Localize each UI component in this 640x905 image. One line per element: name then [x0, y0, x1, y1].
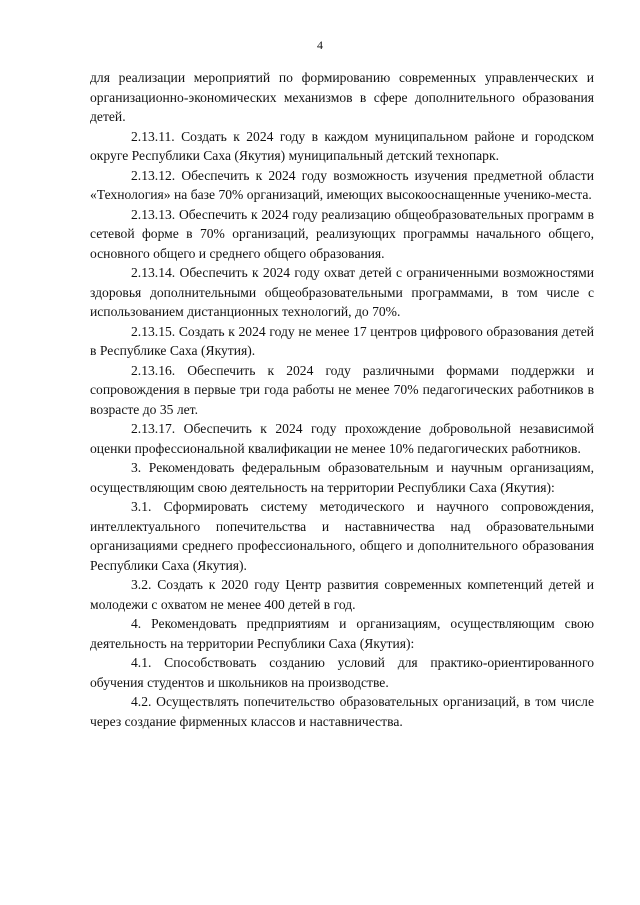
paragraph-continuation: для реализации мероприятий по формированию современных управленческих и организационно-экономических механизмов в сфере дополнительного образования детей.: [90, 70, 594, 124]
paragraph-2-13-14: 2.13.14. Обеспечить к 2024 году охват детей с ограниченными возможностями здоровья дополнительными общеобразовательными программами, в том числе с использованием дистанционных технологий, до 70%.: [90, 265, 594, 319]
paragraph-3: 3. Рекомендовать федеральным образовательным и научным организациям, осуществляющим свою деятельность на территории Республики Саха (Якутия):: [90, 460, 594, 495]
page-number: 4: [317, 38, 323, 52]
paragraph-2-13-16: 2.13.16. Обеспечить к 2024 году различными формами поддержки и сопровождения в первые три года работы не менее 70% педагогических работников в возрасте до 35 лет.: [90, 362, 594, 417]
paragraph-2-13-13: 2.13.13. Обеспечить к 2024 году реализацию общеобразовательных программ в сетевой форме в 70% организаций, реализующих программы начального общего, основного общего и среднего общего образования.: [90, 206, 594, 261]
document-body: [90, 68, 594, 731]
paragraph-2-13-15: 2.13.15. Создать к 2024 году не менее 17 центров цифрового образования детей в Республике Саха (Якутия).: [90, 323, 594, 358]
paragraph-4: 4. Рекомендовать предприятиям и организациям, осуществляющим свою деятельность на территории Республики Саха (Якутия):: [90, 616, 594, 651]
paragraph-2-13-11: 2.13.11. Создать к 2024 году в каждом муниципальном районе и городском округе Республики Саха (Якутия) муниципальный детский технопарк.: [90, 128, 594, 163]
paragraph-4-2: 4.2. Осуществлять попечительство образовательных организаций, в том числе через создание фирменных классов и наставничества.: [90, 694, 594, 729]
paragraph-2-13-17: 2.13.17. Обеспечить к 2024 году прохождение добровольной независимой оценки профессиональной квалификации не менее 10% педагогических работников.: [90, 421, 594, 456]
paragraph-3-1: 3.1. Сформировать систему методического и научного сопровождения, интеллектуального попечительства и наставничества над образовательными организациями среднего профессионального, общего и дополнительного образования Республики Саха (Якутия).: [90, 499, 594, 573]
paragraph-2-13-12: 2.13.12. Обеспечить к 2024 году возможность изучения предметной области «Технология» на базе 70% организаций, имеющих высокооснащенные ученико-места.: [90, 167, 594, 202]
paragraph-3-2: 3.2. Создать к 2020 году Центр развития современных компетенций детей и молодежи с охватом не менее 400 детей в год.: [90, 577, 594, 612]
paragraph-4-1: 4.1. Способствовать созданию условий для практико-ориентированного обучения студентов и школьников на производстве.: [90, 655, 594, 690]
